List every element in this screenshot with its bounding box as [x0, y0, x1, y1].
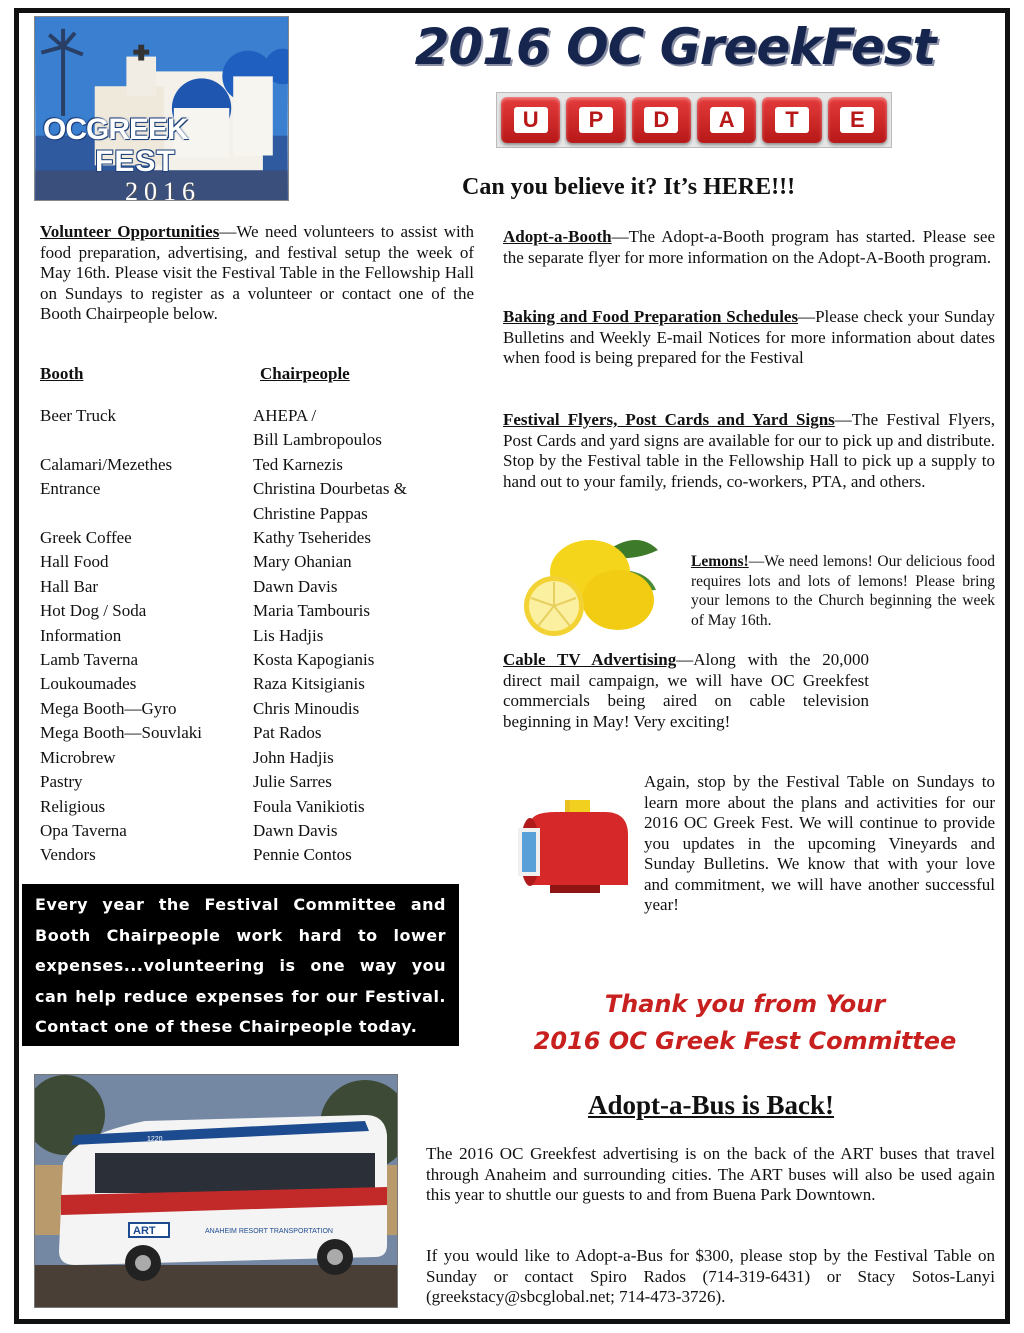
booth-name: Vendors: [40, 845, 96, 865]
baking-section: [503, 307, 995, 369]
booth-name: Hall Bar: [40, 576, 99, 596]
table-header: [40, 364, 480, 390]
table-row: [40, 721, 480, 745]
chairperson-name: Dawn Davis: [253, 820, 338, 840]
cable-tv-section: [503, 650, 869, 732]
bus-side-text: ANAHEIM RESORT TRANSPORTATION: [205, 1228, 333, 1235]
chairperson-name: AHEPA /: [253, 406, 317, 425]
thank-you-line-2: 2016 OC Greek Fest Committee: [533, 1027, 957, 1055]
booth-column-header: Booth: [40, 364, 84, 383]
mailbox-icon: [510, 790, 630, 900]
logo-fest-text: FEST: [95, 145, 176, 178]
table-row: [40, 502, 480, 526]
chairperson-name: Lis Hadjis: [253, 625, 324, 645]
chairperson-name: John Hadjis: [253, 747, 334, 767]
chairperson-name: Christina Dourbetas &: [253, 479, 407, 499]
chairperson-name: Pennie Contos: [253, 845, 352, 865]
chairperson-name: Ted Karnezis: [253, 454, 343, 474]
booth-name: Pastry: [40, 772, 83, 792]
bus-logo-text: ART: [133, 1225, 156, 1237]
chairperson-name: Kosta Kapogianis: [253, 650, 375, 670]
table-row: [40, 795, 480, 819]
chairperson-name: Julie Sarres: [253, 772, 332, 792]
booth-name: Mega Booth—Gyro: [40, 698, 177, 718]
chairperson-name: Bill Lambropoulos: [253, 430, 382, 450]
tagline: Can you believe it? It’s HERE!!!: [462, 174, 796, 200]
chairperson-name: Pat Rados: [253, 723, 322, 743]
table-row: [40, 843, 480, 867]
chairperson-name: Foula Vanikiotis: [253, 796, 365, 816]
table-row: [40, 404, 480, 428]
update-tile: E: [828, 97, 887, 143]
bus-route-text: 1220: [147, 1136, 163, 1143]
table-row: [40, 428, 480, 452]
chairperson-name: Kathy Tseherides: [253, 528, 371, 548]
booth-name: Opa Taverna: [40, 820, 127, 840]
page-title: 2016 OC GreekFest: [414, 18, 936, 76]
table-row: [40, 746, 480, 770]
booth-name: Lamb Taverna: [40, 650, 139, 670]
booth-name: Hall Food: [40, 552, 109, 572]
lemons-section: [691, 552, 995, 630]
chairperson-name: Raza Kitsigianis: [253, 674, 365, 694]
table-row: [40, 672, 480, 696]
booth-name: Mega Booth—Souvlaki: [40, 723, 202, 743]
art-bus-photo: [34, 1074, 398, 1308]
chairpeople-column-header: Chairpeople: [260, 364, 350, 383]
baking-heading: Baking and Food Preparation Schedules: [503, 307, 799, 326]
booth-name: [40, 502, 253, 526]
table-row: [40, 477, 480, 501]
update-tile: U: [501, 97, 560, 143]
thank-you-line-1: Thank you from Your: [604, 990, 886, 1018]
booth-name: Loukoumades: [40, 674, 137, 694]
adopt-booth-heading: Adopt-a-Booth: [503, 227, 612, 246]
volunteer-section: [40, 222, 474, 325]
booth-name: Information: [40, 625, 122, 645]
adopt-booth-text: —The Adopt-a-Booth program has started. Please see the separate flyer for more information on the Adopt-A-Booth program.: [503, 227, 995, 267]
logo-oc-greek-text: OCGREEK: [43, 113, 188, 146]
cable-tv-heading: Cable TV Advertising: [503, 650, 677, 669]
closing-message: Again, stop by the Festival Table on Sundays to learn more about the plans and activities for our 2016 OC Greek Fest. We will continue to provide you updates in the upcoming Vineyards and Sunday Bulletins. We know that with your love and commitment, we will have another successful year!: [644, 772, 995, 914]
chairperson-name: Christine Pappas: [253, 503, 368, 523]
volunteer-heading: Volunteer Opportunities: [40, 222, 220, 241]
flyers-section: [503, 410, 995, 492]
table-row: [40, 819, 480, 843]
oc-greek-fest-logo: [34, 16, 289, 201]
update-tile: D: [632, 97, 691, 143]
bus-illustration-icon: [35, 1075, 398, 1308]
booth-name: Entrance: [40, 479, 101, 499]
table-row: [40, 526, 480, 550]
flyers-text: —The Festival Flyers, Post Cards and yard signs are available for our to pick up and distribute. Stop by the Festival table in the Fellowship Hall to pick up a supply to hand out to your family, friends, co-workers, PTA, and others.: [503, 410, 995, 491]
lemons-icon: [518, 530, 662, 640]
lemons-heading: Lemons!: [691, 553, 749, 570]
update-tile: T: [762, 97, 821, 143]
adopt-booth-section: [503, 227, 995, 268]
update-banner: [496, 92, 892, 148]
update-tile: A: [697, 97, 756, 143]
table-row: [40, 770, 480, 794]
thank-you-message: [500, 986, 990, 1060]
adopt-bus-paragraph-2: If you would like to Adopt-a-Bus for $300, please stop by the Festival Table on Sunday or contact Spiro Rados (714-319-6431) or Stacy Sotos-Lanyi (greekstacy@sbcglobal.net; 714-473-3726).: [426, 1246, 995, 1306]
chairperson-name: Maria Tambouris: [253, 601, 370, 621]
adopt-bus-title: Adopt-a-Bus is Back!: [587, 1090, 835, 1120]
booth-name: [40, 428, 253, 452]
booth-chairpeople-table: [40, 364, 480, 868]
table-row: [40, 453, 480, 477]
table-row: [40, 550, 480, 574]
adopt-bus-paragraph-1: The 2016 OC Greekfest advertising is on the back of the ART buses that travel through Anaheim and surrounding cities. The ART buses will also be used again this year to shuttle our guests to and from Buena Park Downtown.: [426, 1144, 995, 1204]
booth-name: Religious: [40, 796, 106, 816]
table-row: [40, 697, 480, 721]
table-row: [40, 575, 480, 599]
booth-name: Greek Coffee: [40, 528, 132, 548]
booth-name: Beer Truck: [40, 406, 117, 425]
booth-name: Calamari/Mezethes: [40, 454, 173, 474]
committee-callout: Every year the Festival Committee and Booth Chairpeople work hard to lower expenses...volunteering is one way you can help reduce expenses for our Festival. Contact one of these Chairpeople today.: [22, 884, 459, 1046]
table-row: [40, 624, 480, 648]
cable-tv-text: —Along with the 20,000 direct mail campaign, we will have OC Greekfest commercials being aired on cable television beginning in May! Very exciting!: [503, 650, 869, 731]
update-tile: P: [566, 97, 625, 143]
logo-year-text: 2016: [125, 177, 201, 201]
chairperson-name: Mary Ohanian: [253, 552, 352, 572]
chairperson-name: Chris Minoudis: [253, 698, 360, 718]
booth-name: Microbrew: [40, 747, 116, 767]
volunteer-text: —We need volunteers to assist with food preparation, advertising, and festival setup the week of May 16th. Please visit the Festival Table in the Fellowship Hall on Sundays to register as a volunteer or contact one of the Booth Chairpeople below.: [40, 222, 474, 323]
booth-name: Hot Dog / Soda: [40, 601, 147, 621]
baking-text: —Please check your Sunday Bulletins and Weekly E-mail Notices for more information about dates when food is being prepared for the Festival: [503, 307, 995, 367]
chairperson-name: Dawn Davis: [253, 576, 338, 596]
table-body: [40, 404, 480, 868]
flyers-heading: Festival Flyers, Post Cards and Yard Signs: [503, 410, 835, 429]
table-row: [40, 648, 480, 672]
lemons-text: —We need lemons! Our delicious food requires lots and lots of lemons! Please bring your lemons to the Church beginning the week of May 16th.: [691, 553, 995, 629]
table-row: [40, 599, 480, 623]
